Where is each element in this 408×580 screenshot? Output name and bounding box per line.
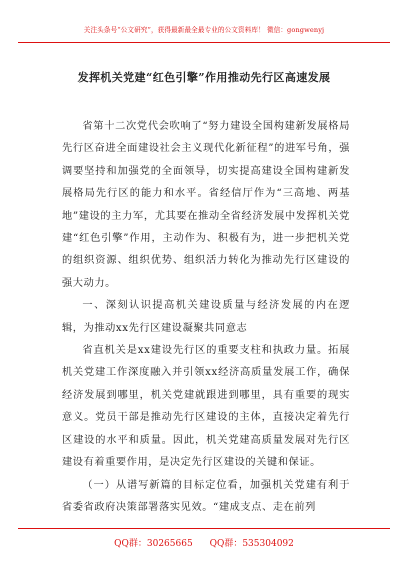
footer-qq-group-2: QQ群：535304092 <box>209 539 294 549</box>
section-heading: 一、深刻认识提高机关建设质量与经济发展的内在逻辑，为推动xx先行区建设凝聚共同意志 <box>62 300 350 334</box>
top-divider <box>18 42 390 43</box>
footer-qq-group-1: QQ群：30265665 <box>114 539 193 549</box>
bottom-divider <box>18 528 390 529</box>
footer <box>0 536 408 549</box>
document-title: 发挥机关党建“红色引擎”作用推动先行区高速发展 <box>77 71 331 84</box>
top-banner: 关注头条号“公文研究”，获得最新最全最专业的公文资料库！ 微信：gongwenyj <box>83 26 325 34</box>
paragraph: 省第十二次党代会吹响了“努力建设全国构建新发展格局先行区奋进全面建设社会主义现代化新征程”的进军号角，强调要坚持和加强党的全面领导，切实提高建设全国构建新发展格局先行区的能力和水平。省经信厅作为“三高地、两基地”建设的主力军，尤其要在推动全省经济发展中发挥机关党建“红色引擎”作用，主动作为、积极有为，进一步把机关党的组织资源、组织优势、组织活力转化为推动先行区建设的强大动力。 <box>62 121 350 289</box>
document-body <box>62 116 350 519</box>
paragraph: （一）从谱写新篇的目标定位看，加强机关党建有利于省委省政府决策部署落实见效。“建成支点、走在前列 <box>62 479 350 513</box>
paragraph: 省直机关是xx建设先行区的重要支柱和执政力量。拓展机关党建工作深度融入并引领xx经济高质量发展工作，确保经济发展到哪里，机关党建就跟进到哪里，具有重要的现实意义。党员干部是推动先行区建设的主体，直接决定着先行区建设的水平和质量。因此，机关党建高质量发展对先行区建设有着重要作用，是决定先行区建设的关键和保证。 <box>62 345 350 469</box>
